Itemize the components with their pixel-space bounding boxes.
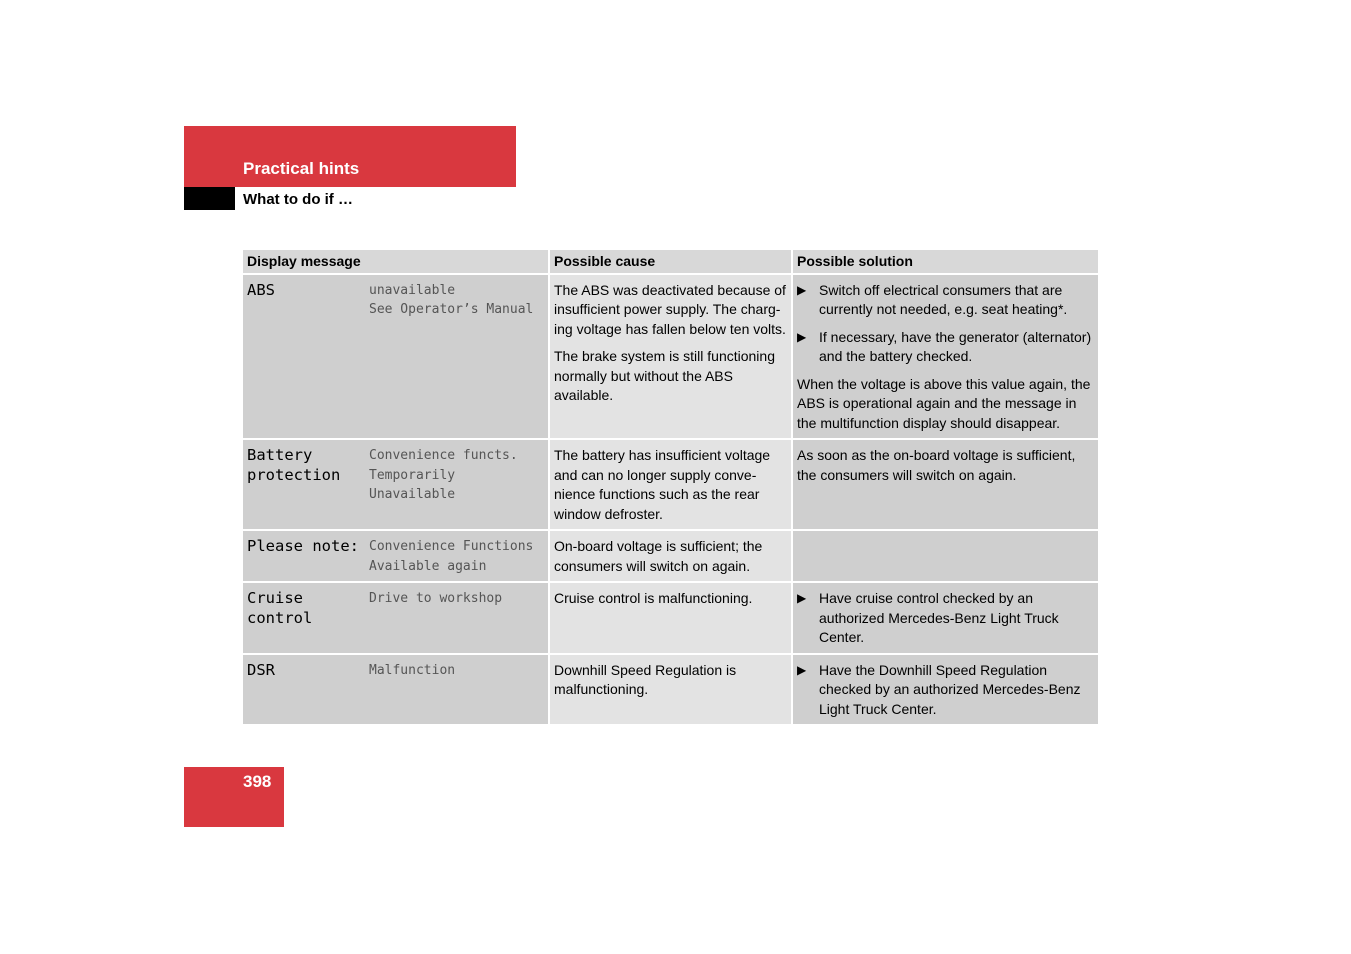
solution-step-text: If necessary, have the generator (alternator) and the battery checked. — [819, 328, 1092, 364]
cause-paragraph: On-board voltage is sufficient; the consumers will switch on again. — [554, 538, 763, 574]
display-text: Malfunction — [365, 654, 549, 726]
subsection-marker — [184, 187, 235, 210]
cause-paragraph: Cruise control is malfunctioning. — [554, 590, 753, 606]
header-possible-cause: Possible cause — [549, 250, 792, 274]
cause-paragraph: The ABS was deactivated because of insufficient power supply. The charg-ing voltage has fallen below ten volts. — [554, 281, 786, 337]
possible-cause — [549, 274, 792, 440]
display-code: Battery protection — [243, 439, 365, 530]
arrow-bullet-icon: ▶ — [797, 662, 807, 677]
table-row — [243, 654, 1098, 726]
possible-solution — [792, 654, 1098, 726]
display-text: unavailable See Operator’s Manual — [365, 274, 549, 440]
arrow-bullet-icon: ▶ — [797, 282, 807, 297]
table-row — [243, 582, 1098, 654]
solution-step — [797, 661, 1094, 720]
possible-solution — [792, 274, 1098, 440]
possible-solution — [792, 582, 1098, 654]
display-code: Please note: — [243, 530, 365, 582]
cause-paragraph: Downhill Speed Regulation is malfunctioning. — [554, 661, 737, 697]
solution-step — [797, 589, 1094, 648]
table-row — [243, 439, 1098, 530]
header-display-message: Display message — [243, 250, 549, 274]
solution-step — [797, 281, 1094, 320]
display-text: Convenience functs. Temporarily Unavailable — [365, 439, 549, 530]
solution-note: As soon as the on-board voltage is sufficient, the consumers will switch on again. — [797, 447, 1076, 483]
possible-cause — [549, 582, 792, 654]
solution-step-text: Have cruise control checked by an authorized Mercedes-Benz Light Truck Center. — [819, 590, 1059, 645]
possible-cause — [549, 654, 792, 726]
display-code: ABS — [243, 274, 365, 440]
subsection-title: What to do if … — [243, 191, 353, 208]
cause-paragraph: The battery has insufficient voltage and can no longer supply conve-nience functions such as the rear window defroster. — [554, 447, 771, 522]
arrow-bullet-icon: ▶ — [797, 591, 807, 605]
solution-note: When the voltage is above this value again, the ABS is operational again and the message in the multifunction display should disappear. — [797, 375, 1091, 431]
table-body — [243, 274, 1098, 726]
display-text: Drive to workshop — [365, 582, 549, 654]
possible-cause — [549, 530, 792, 582]
section-title: Practical hints — [243, 159, 360, 178]
header-possible-solution: Possible solution — [792, 250, 1098, 274]
arrow-bullet-icon: ▶ — [797, 329, 807, 344]
table-row — [243, 530, 1098, 582]
table-header-row — [243, 250, 1098, 274]
solution-step-text: Switch off electrical consumers that are currently not needed, e.g. seat heating*. — [819, 281, 1068, 317]
cause-paragraph: The brake system is still functioning normally but without the ABS available. — [554, 348, 775, 403]
page-number: 398 — [243, 772, 272, 791]
display-messages-table — [243, 250, 1098, 726]
solution-step — [797, 328, 1094, 367]
possible-solution — [792, 439, 1098, 530]
solution-step-text: Have the Downhill Speed Regulation checked by an authorized Mercedes-Benz Light Truck Center. — [819, 661, 1081, 717]
table-row — [243, 274, 1098, 440]
display-code: DSR — [243, 654, 365, 726]
display-text: Convenience Functions Available again — [365, 530, 549, 582]
possible-solution — [792, 530, 1098, 582]
display-code: Cruise control — [243, 582, 365, 654]
possible-cause — [549, 439, 792, 530]
